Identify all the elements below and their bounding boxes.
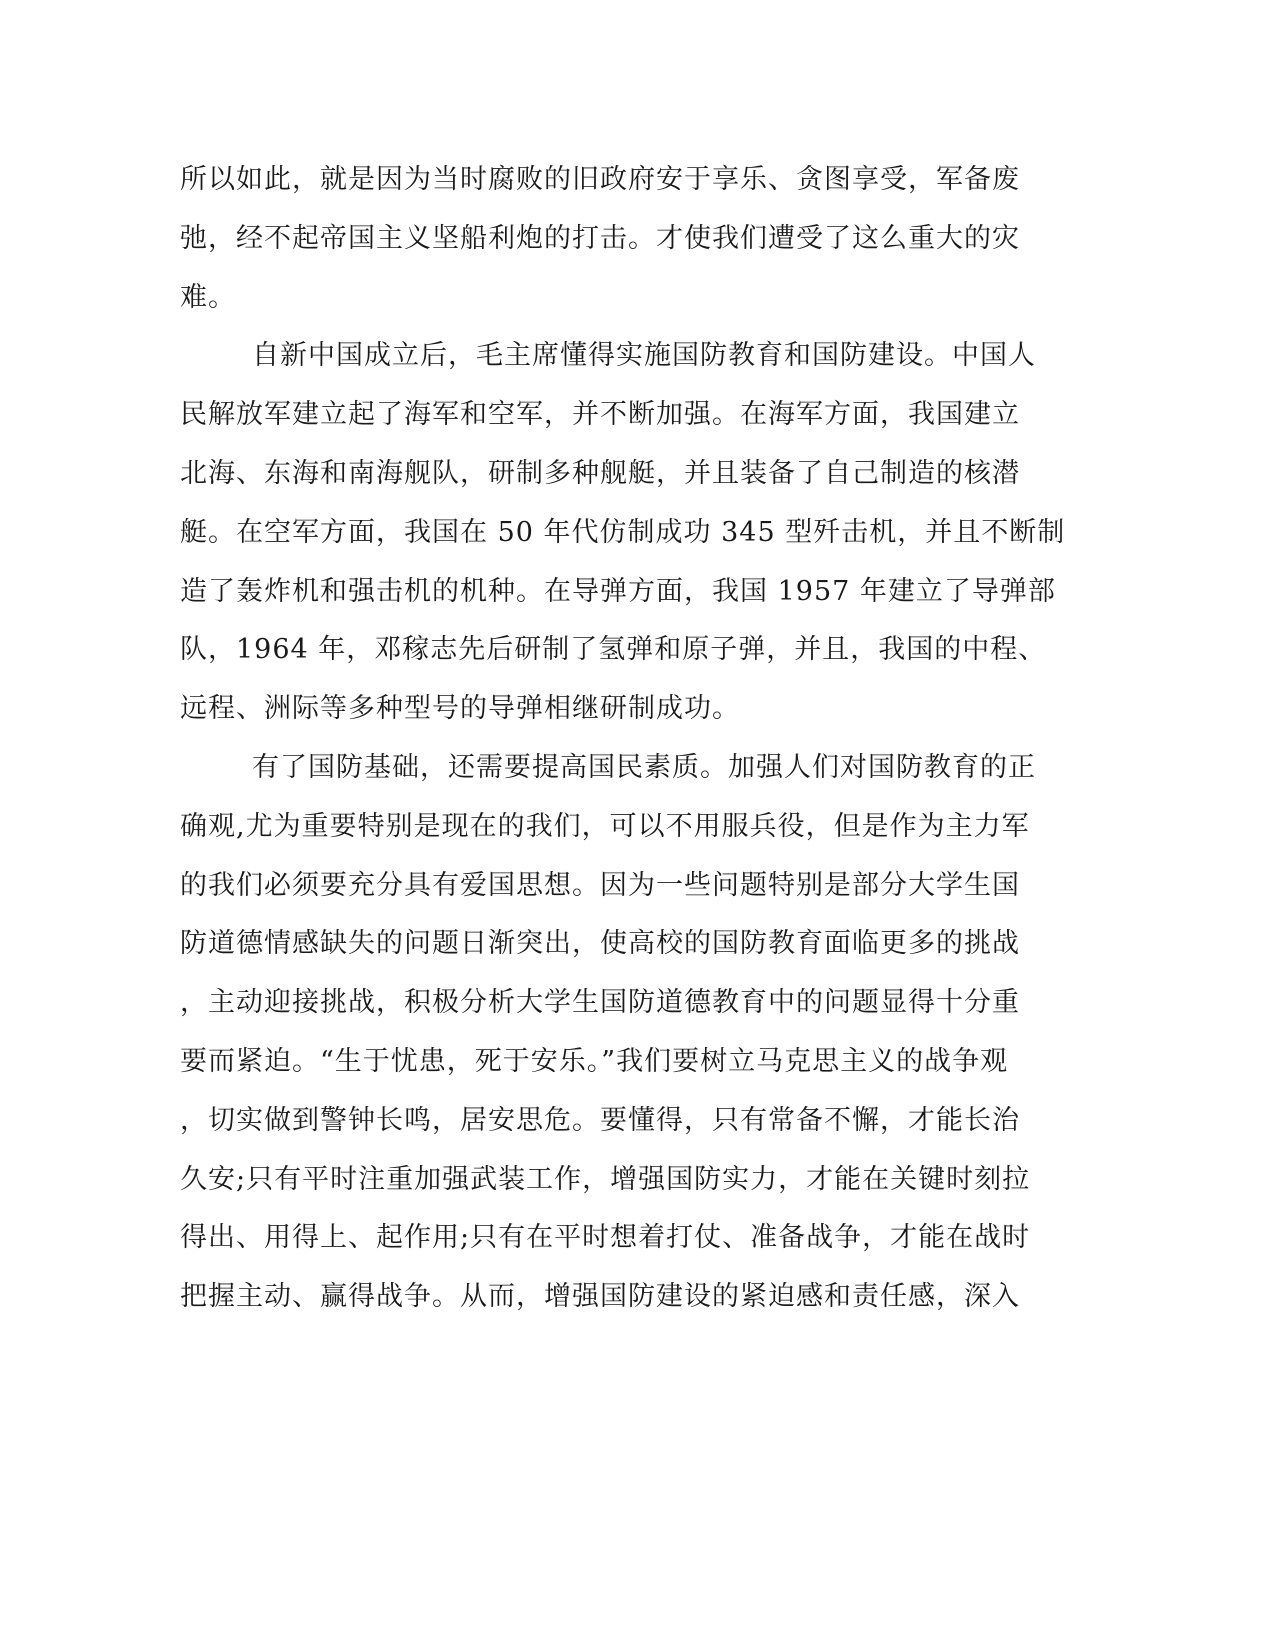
text-line: 远程、洲际等多种型号的导弹相继研制成功。 xyxy=(180,693,740,725)
text-line: 得出、用得上、起作用;只有在平时想着打仗、准备战争，才能在战时 xyxy=(180,1222,1031,1254)
text-line: 防道德情感缺失的问题日渐突出，使高校的国防教育面临更多的挑战 xyxy=(180,928,1020,960)
text-line: 自新中国成立后，毛主席懂得实施国防教育和国防建设。中国人 xyxy=(252,340,1036,372)
text-line: ，切实做到警钟长鸣，居安思危。要懂得，只有常备不懈，才能长治 xyxy=(180,1104,1020,1136)
text-line: 有了国防基础，还需要提高国民素质。加强人们对国防教育的正 xyxy=(252,751,1036,783)
body-text xyxy=(180,151,1066,1327)
text-line: 所以如此，就是因为当时腐败的旧政府安于享乐、贪图享受，军备废 xyxy=(180,164,1020,195)
text-line: 久安;只有平时注重加强武装工作，增强国防实力，才能在关键时刻拉 xyxy=(180,1163,1031,1195)
text-line: 的我们必须要充分具有爱国思想。因为一些问题特别是部分大学生国 xyxy=(180,869,1020,901)
text-line: 艇。在空军方面，我国在 50 年代仿制成功 345 型歼击机，并且不断制 xyxy=(180,516,1066,548)
text-line: 民解放军建立起了海军和空军，并不断加强。在海军方面，我国建立 xyxy=(180,399,1020,431)
text-line: 难。 xyxy=(180,281,236,313)
paragraph-2 xyxy=(180,327,1066,739)
text-line: 北海、东海和南海舰队，研制多种舰艇，并且装备了自己制造的核潜 xyxy=(180,457,1020,489)
text-line: 队，1964 年，邓稼志先后研制了氢弹和原子弹，并且，我国的中程、 xyxy=(180,634,1047,666)
text-line: 造了轰炸机和强击机的机种。在导弹方面，我国 1957 年建立了导弹部 xyxy=(180,575,1056,607)
text-line: 确观,尤为重要特别是现在的我们，可以不用服兵役，但是作为主力军 xyxy=(180,810,1030,842)
paragraph-3 xyxy=(180,739,1040,1327)
paragraph-1 xyxy=(180,151,1040,327)
text-line: 要而紧迫。“生于忧患，死于安乐。”我们要树立马克思主义的战争观 xyxy=(180,1045,1009,1077)
text-line: 把握主动、赢得战争。从而，增强国防建设的紧迫感和责任感，深入 xyxy=(180,1281,1020,1313)
text-line: ，主动迎接挑战，积极分析大学生国防道德教育中的问题显得十分重 xyxy=(180,987,1020,1019)
text-line: 弛，经不起帝国主义坚船利炮的打击。才使我们遭受了这么重大的灾 xyxy=(180,222,1020,254)
